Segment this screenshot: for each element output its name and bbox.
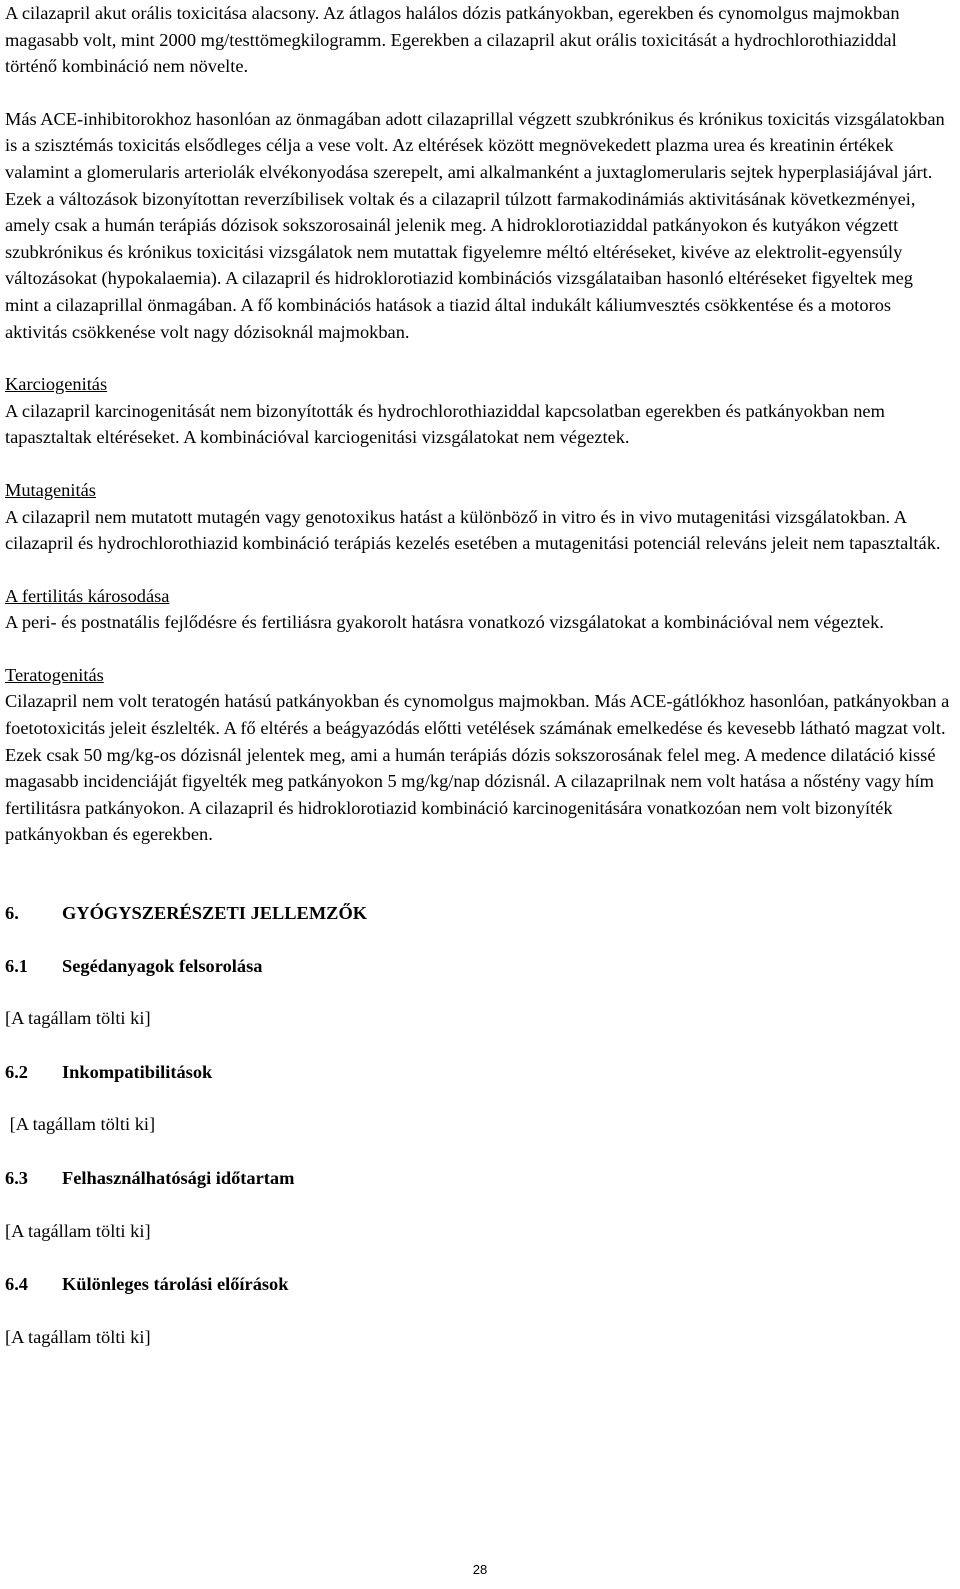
subsection-6-3-title: Felhasználhatósági időtartam <box>62 1168 295 1188</box>
section-6-title: GYÓGYSZERÉSZETI JELLEMZŐK <box>62 903 368 924</box>
text-fertilitas: A peri- és postnatális fejlődésre és fertiliásra gyakorolt hatásra vonatkozó vizsgálatokat a kombinációval nem végeztek. <box>5 612 884 633</box>
section-karcinogenitas <box>5 371 950 451</box>
subsection-6-2-title: Inkompatibilitások <box>62 1061 213 1082</box>
paragraph-subchronic-toxicity: Más ACE-inhibitorokhoz hasonlóan az önmagában adott cilazaprillal végzett szubkrónikus és krónikus toxicitás vizsgálatokban is a szisztémás toxicitás elsődleges célja a vese volt. Az eltérések között megnövekedett plazma urea és kreatinin értékek valamint a glomerularis arteriolák elvékonyodása szerepelt, ami alkalmanként a juxtaglomerularis sejtek hyperplasiájával járt. Ezek a változások bizonyítottan reverzíbilisek voltak és a cilazapril túlzott farmakodinámiás aktivitásának következményei, amely csak a humán terápiás dózisok sokszorosainál jelenik meg. A hidroklorotiaziddal patkányokon és kutyákon végzett szubkrónikus és krónikus toxicitási vizsgálatok nem mutattak figyelemre méltó eltéréseket, kivéve az elektrolit-egyensúly változásokat (hypokalaemia). A cilazapril és hidroklorotiazid kombinációs vizsgálataiban hasonló eltéréseket figyeltek meg mint a cilazaprillal önmagában. A fő kombinációs hatások a tiazid által indukált káliumvesztés csökkentése és a motoros aktivitás csökkenése volt nagy dózisoknál majmokban. <box>5 108 945 342</box>
subsection-6-2-heading <box>5 1059 950 1086</box>
subsection-6-4-heading <box>5 1271 950 1298</box>
section-mutagenitas <box>5 477 950 557</box>
subsection-6-3-fill: [A tagállam tölti ki] <box>5 1220 151 1241</box>
heading-karcinogenitas: Karciogenitás <box>5 374 108 395</box>
subsection-6-1-fill: [A tagállam tölti ki] <box>5 1008 151 1029</box>
text-teratogenitas: Cilazapril nem volt teratogén hatású patkányokban és cynomolgus majmokban. Más ACE-gátlókhoz hasonlóan, patkányokban a foetotoxicitás jeleit észlelték. A fő eltérés a beágyazódás előtti vetélések számának emelkedése és kevesebb látható magzat volt. Ezek csak 50 mg/kg-os dózisnál jelentek meg, ami a humán terápiás dózis sokszorosának felel meg. A medence dilatáció kissé magasabb incidenciáját figyelték meg patkányokon 5 mg/kg/nap dózisnál. A cilazaprilnak nem volt hatása a nőstény vagy hím fertilitásra patkányokon. A cilazapril és hidroklorotiazid kombináció karcinogenitására vonatkozóan nem volt bizonyíték patkányokban és egerekben. <box>5 691 950 845</box>
heading-mutagenitas: Mutagenitás <box>5 479 96 500</box>
subsection-6-1-number: 6.1 <box>5 955 28 976</box>
subsection-6-1-heading <box>5 953 950 980</box>
text-mutagenitas: A cilazapril nem mutatott mutagén vagy genotoxikus hatást a különböző in vitro és in vivo mutagenitási vizsgálatokban. A cilazapril és hydrochlorothiazid kombináció terápiás kezelés esetében a mutagenitási potenciál releváns jeleit nem tapasztalták. <box>5 506 941 554</box>
subsection-6-4-number: 6.4 <box>5 1274 28 1295</box>
subsection-6-3-number: 6.3 <box>5 1168 28 1188</box>
subsection-6-1-title: Segédanyagok felsorolása <box>62 955 263 976</box>
document-page <box>5 0 950 1350</box>
paragraph-acute-toxicity: A cilazapril akut orális toxicitása alacsony. Az átlagos halálos dózis patkányokban, egerekben és cynomolgus majmokban magasabb volt, mint 2000 mg/testtömegkilogramm. Egerekben a cilazapril akut orális toxicitását a hydrochlorothiaziddal történő kombináció nem növelte. <box>5 3 900 77</box>
section-6-heading <box>5 900 950 927</box>
subsection-6-2-number: 6.2 <box>5 1061 28 1082</box>
subsection-6-4-fill: [A tagállam tölti ki] <box>5 1326 151 1347</box>
heading-fertilitas: A fertilitás károsodása <box>5 585 170 606</box>
subsection-6-2-fill: [A tagállam tölti ki] <box>5 1114 156 1135</box>
page-number: 28 <box>472 1562 488 1577</box>
section-6-number: 6. <box>5 903 19 924</box>
section-teratogenitas <box>5 662 950 848</box>
subsection-6-4-title: Különleges tárolási előírások <box>62 1274 289 1295</box>
section-fertilitas <box>5 583 950 636</box>
heading-teratogenitas: Teratogenitás <box>5 664 104 685</box>
text-karcinogenitas: A cilazapril karcinogenitását nem bizonyították és hydrochlorothiaziddal kapcsolatban egerekben és patkányokban nem tapasztaltak eltéréseket. A kombinációval karciogenitási vizsgálatokat nem végeztek. <box>5 400 885 448</box>
subsection-6-3-heading <box>5 1165 950 1192</box>
